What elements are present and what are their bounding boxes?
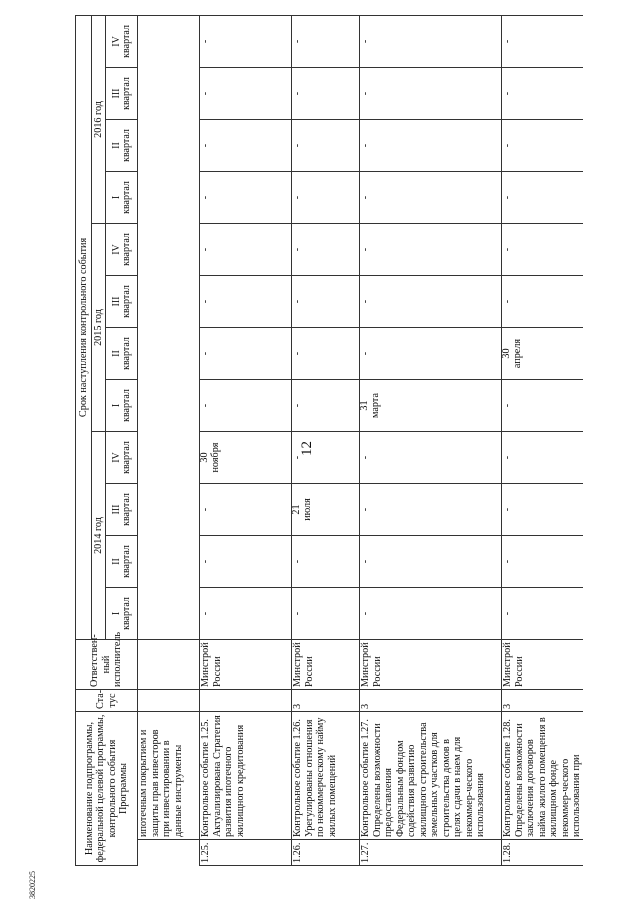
deadline-month: июля	[301, 498, 313, 521]
control-events-table	[75, 15, 583, 866]
deadline-day: 31	[359, 400, 370, 411]
deadline-cell-3: -	[502, 484, 583, 536]
row-number: 1.27.	[360, 840, 502, 866]
deadline-cell-1: -	[360, 588, 502, 640]
deadline-cell-11: -	[502, 68, 583, 120]
table-row	[502, 15, 583, 865]
row-number: 1.26.	[292, 840, 360, 866]
deadline-cell-10: -	[360, 120, 502, 172]
document-code: 3820225	[28, 871, 37, 899]
header-quarter-5	[106, 380, 138, 432]
deadline-cell-5: -	[200, 380, 292, 432]
deadline-month: ноября	[209, 442, 221, 473]
deadline-cell-8: -	[360, 224, 502, 276]
deadline-cell-5: -	[502, 380, 583, 432]
row-number: 1.25.	[200, 840, 292, 866]
deadline-cell-6: -	[292, 328, 360, 380]
deadline-day: 30	[199, 452, 210, 463]
header-quarter-3	[106, 484, 138, 536]
deadline-day: 30	[501, 348, 512, 359]
table-row	[360, 15, 502, 865]
deadline-cell-12: -	[360, 15, 502, 67]
header-quarter-12	[106, 15, 138, 67]
deadline-cell-9: -	[200, 172, 292, 224]
table-row	[200, 15, 292, 865]
quarter-word: квартал	[120, 77, 132, 110]
deadline-cell-11: -	[292, 68, 360, 120]
deadline-cell-2: -	[200, 536, 292, 588]
header-deadline: Срок наступления контрольного события	[76, 15, 92, 639]
header-year-2016: 2016 год	[92, 15, 106, 223]
header-quarter-7	[106, 276, 138, 328]
quarter-number: I	[110, 611, 122, 616]
header-year-2014: 2014 год	[92, 432, 106, 640]
event-name: Контрольное событие 1.25. Актуализирована Стратегия развития ипотечного жилищного кредитования	[200, 712, 292, 840]
event-status: 3	[502, 690, 583, 712]
deadline-cell-2: -	[502, 536, 583, 588]
table-body	[138, 15, 583, 865]
quarter-word: квартал	[120, 285, 132, 318]
quarter-number: III	[110, 504, 122, 515]
quarter-word: квартал	[120, 129, 132, 162]
deadline-month: апреля	[511, 338, 523, 369]
deadline-cell-3: -	[360, 484, 502, 536]
deadline-day: 21	[291, 504, 302, 515]
quarter-number: IV	[110, 452, 122, 463]
quarter-number: IV	[110, 36, 122, 47]
event-responsible: Минстрой России	[360, 640, 502, 690]
deadline-cell-3	[292, 484, 360, 536]
deadline-cell-8: -	[292, 224, 360, 276]
header-quarter-9	[106, 172, 138, 224]
deadline-cell-7: -	[502, 276, 583, 328]
deadline-cell-8: -	[502, 224, 583, 276]
event-responsible: Минстрой России	[502, 640, 583, 690]
deadline-cell-4: -	[360, 432, 502, 484]
table-row-continuation	[138, 15, 200, 865]
deadline-cell-1: -	[200, 588, 292, 640]
deadline-cell-10: -	[200, 120, 292, 172]
event-name: Контрольное событие 1.27. Определены возможности предоставления Федеральным фондом содействия развитию жилищного строительства земельных участков для строительства домов в целях сдачи в наем для некоммер-ческого использования	[360, 712, 502, 840]
header-quarter-2	[106, 536, 138, 588]
quarter-word: квартал	[120, 233, 132, 266]
header-quarter-10	[106, 120, 138, 172]
deadline-cell-10: -	[292, 120, 360, 172]
quarter-word: квартал	[120, 597, 132, 630]
page-number: 12	[299, 441, 315, 456]
deadline-cell-7: -	[200, 276, 292, 328]
deadline-cell-4: -	[502, 432, 583, 484]
quarter-number: II	[110, 558, 122, 565]
quarter-number: III	[110, 88, 122, 99]
deadline-cell-10: -	[502, 120, 583, 172]
row-number: 1.28.	[502, 840, 583, 866]
deadline-cell-4	[200, 432, 292, 484]
quarter-word: квартал	[120, 181, 132, 214]
header-status: Ста-тус	[76, 690, 138, 712]
deadline-cell-11: -	[360, 68, 502, 120]
deadline-cell-3: -	[200, 484, 292, 536]
event-status: 3	[292, 690, 360, 712]
deadline-cell-6: -	[360, 328, 502, 380]
rotated-table-wrapper	[75, 16, 582, 866]
quarter-word: квартал	[120, 25, 132, 58]
quarter-number: II	[110, 350, 122, 357]
deadline-cell-12: -	[502, 15, 583, 67]
deadline-cell-6: -	[200, 328, 292, 380]
deadline-cell-9: -	[292, 172, 360, 224]
deadline-cell-4: -	[292, 432, 360, 484]
event-name: Контрольное событие 1.26. Урегулированы отношения по некоммерческому найму жилых помещений	[292, 712, 360, 840]
deadline-cell-1: -	[502, 588, 583, 640]
deadline-cell-1: -	[292, 588, 360, 640]
deadline-cell-12: -	[292, 15, 360, 67]
header-quarter-4	[106, 432, 138, 484]
header-name: Наименование подпрограммы, федеральной целевой программы, контрольного события Программы	[76, 712, 138, 866]
deadline-cell-11: -	[200, 68, 292, 120]
quarter-number: IV	[110, 244, 122, 255]
event-status	[200, 690, 292, 712]
continuation-text: ипотечным покрытием и защиты прав инвесторов при инвестировании в данные инструменты	[138, 712, 200, 840]
header-quarter-8	[106, 224, 138, 276]
deadline-cell-2: -	[360, 536, 502, 588]
deadline-cell-9: -	[360, 172, 502, 224]
event-status: 3	[360, 690, 502, 712]
quarter-number: III	[110, 296, 122, 307]
quarter-word: квартал	[120, 493, 132, 526]
deadline-cell-2: -	[292, 536, 360, 588]
event-responsible: Минстрой России	[292, 640, 360, 690]
header-quarter-11	[106, 68, 138, 120]
event-responsible: Минстрой России	[200, 640, 292, 690]
header-year-2015: 2015 год	[92, 224, 106, 432]
deadline-cell-5: -	[292, 380, 360, 432]
deadline-cell-12: -	[200, 15, 292, 67]
deadline-cell-6	[502, 328, 583, 380]
quarter-word: квартал	[120, 389, 132, 422]
quarter-number: II	[110, 142, 122, 149]
deadline-month: марта	[369, 393, 381, 418]
deadline-cell-9: -	[502, 172, 583, 224]
header-quarter-6	[106, 328, 138, 380]
event-name: Контрольное событие 1.28. Определены возможности заключения договоров найма жилого помещения в жилищном фонде некоммер-ческого использования при	[502, 712, 583, 840]
table-row	[292, 15, 360, 865]
deadline-cell-5	[360, 380, 502, 432]
quarter-word: квартал	[120, 545, 132, 578]
quarter-word: квартал	[120, 441, 132, 474]
header-responsible: Ответствен-ный исполнитель	[76, 640, 138, 690]
deadline-cell-7: -	[360, 276, 502, 328]
deadline-cell-7: -	[292, 276, 360, 328]
quarter-number: I	[110, 403, 122, 408]
quarter-word: квартал	[120, 337, 132, 370]
quarter-number: I	[110, 195, 122, 200]
deadline-cell-8: -	[200, 224, 292, 276]
